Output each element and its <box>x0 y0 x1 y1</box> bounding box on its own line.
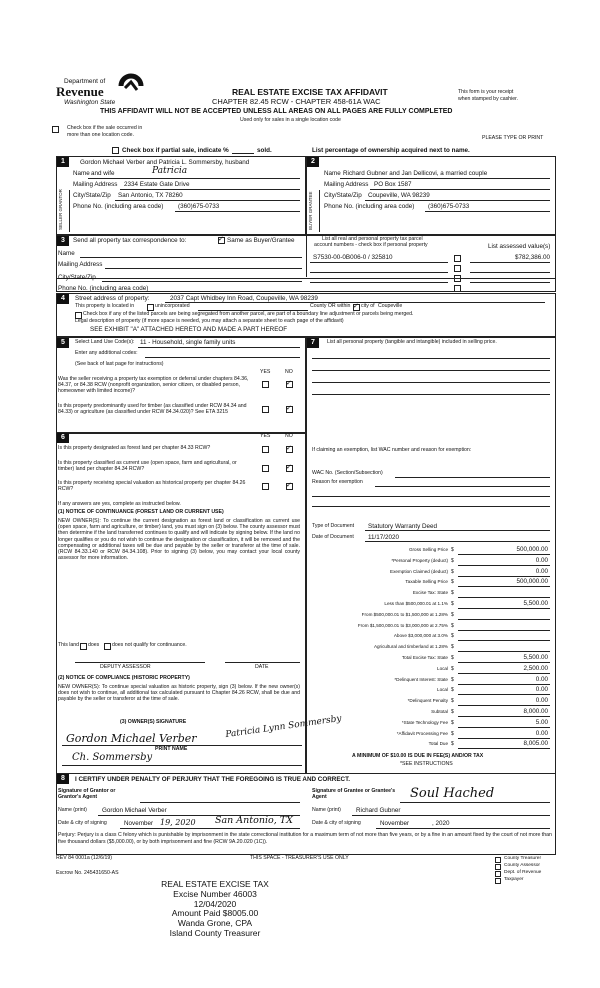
tax-row-value: 0.00 <box>535 675 548 683</box>
s6-q3-yes[interactable] <box>262 483 269 490</box>
tax-row-line <box>458 586 550 587</box>
s6-if-yes: If any answers are yes, complete as instructed below. <box>58 501 181 507</box>
partial-sale-checkbox[interactable] <box>112 147 119 154</box>
personal-prop-checkbox-3[interactable] <box>454 275 461 282</box>
reason-line-3 <box>312 506 550 507</box>
exhibit-text: SEE EXHIBIT "A" ATTACHED HERETO AND MADE A PART HEREOF <box>90 326 288 333</box>
s3-phone-line <box>160 291 302 292</box>
pct-ownership-label: List percentage of ownership acquired next to name. <box>312 147 470 154</box>
print-name-label: PRINT NAME <box>155 746 188 752</box>
personal-prop-checkbox-1[interactable] <box>454 255 461 262</box>
tax-row <box>306 546 554 556</box>
exemption-label: If claiming an exemption, list WAC number and reason for exemption: <box>312 447 472 453</box>
city-of-check: ✓ <box>353 302 359 310</box>
copy-item <box>495 863 555 870</box>
s5-q1: Was the seller receiving a property tax exemption or deferral under chapters 84.36, 84.37, or 84.38 RCW (nonprofit organization, senior citizen, or disabled person, homeowner with limited income)? <box>58 376 249 394</box>
personal-prop-checkbox-2[interactable] <box>454 265 461 272</box>
tax-row <box>306 740 554 750</box>
dept-line2: Revenue <box>56 84 104 99</box>
owner-sig-label: (3) OWNER(S) SIGNATURE <box>120 719 187 725</box>
street-label: Street address of property: <box>75 295 150 302</box>
notice2-body: NEW OWNER(S): To continue special valuation as historic property, sign (3) below. If the new owner(s) does not wish to continue, all additional tax calculated pursuant to Chapter 84.26 RCW, shall be due and payable by the seller or transferor at the time of sale. <box>58 684 300 703</box>
segregated-label: Check box if any of the listed parcels are being segregated from another parcel, are part of a boundary line adjustment or parcels being merged. <box>83 311 414 317</box>
tax-row <box>306 665 554 675</box>
section-7-badge: 7 <box>307 338 319 348</box>
date-city-label-grantee: Date & city of signing <box>312 820 361 826</box>
buyer-city-label: City/State/Zip <box>324 192 362 199</box>
buyer-mailing-value: PO Box 1587 <box>374 181 412 188</box>
city-of-label: city of <box>361 303 375 309</box>
doc-date-label: Date of Document <box>312 534 354 540</box>
s3-name-label: Name <box>58 250 75 257</box>
parcel-line-2 <box>310 272 448 273</box>
tax-row-line <box>458 738 550 739</box>
tax-row-line <box>458 727 550 728</box>
form-title: REAL ESTATE EXCISE TAX AFFIDAVIT <box>232 87 388 97</box>
buyer-side-label: BUYER GRANTEE <box>308 191 313 230</box>
tax-row-value: 0.00 <box>535 686 548 694</box>
buyer-city-line <box>365 200 550 201</box>
grantee-print-line <box>352 815 550 816</box>
tax-row-line <box>458 651 550 652</box>
treasurer-stamp <box>140 880 290 939</box>
city-of-value: Coupeville <box>378 303 403 309</box>
land-does-label: This land <box>58 642 80 648</box>
stamp-line-2: Excise Number 46003 <box>173 888 257 899</box>
tax-row <box>306 600 554 610</box>
land-use-line <box>138 347 300 348</box>
section-4-badge: 4 <box>57 294 69 304</box>
buyer-city-value: Coupeville, WA 98239 <box>368 192 430 199</box>
parcel-line-3 <box>310 282 448 283</box>
grantor-sign-month: November <box>124 820 154 827</box>
s3-divider <box>306 236 307 277</box>
section-6-badge: 6 <box>57 433 69 443</box>
grantee-date-line <box>376 828 550 829</box>
tax-row-line <box>458 576 550 577</box>
grantee-signature: Soul Hached <box>410 786 495 801</box>
land-use-value: 11 - Household, single family units <box>140 339 236 346</box>
doc-type-value: Statutory Warranty Deed <box>368 523 438 530</box>
tax-row <box>306 643 554 653</box>
seller-name-label: Name <box>73 170 90 177</box>
buyer-phone-label: Phone No. (including area code) <box>324 203 415 210</box>
copy-checkbox[interactable] <box>495 878 501 884</box>
stamp-line-5: Wanda Grone, CPA <box>177 918 253 929</box>
tax-row-label: *Affidavit Processing Fee <box>396 730 448 736</box>
additional-codes-label: Enter any additional codes: <box>75 350 138 356</box>
reason-line <box>375 486 550 487</box>
tax-row-line <box>458 694 550 695</box>
treasurer-use: THIS SPACE - TREASURER'S USE ONLY <box>250 855 349 861</box>
section-1-badge: 1 <box>57 157 69 167</box>
tax-row-dollar: $ <box>451 665 454 672</box>
tax-row-value: 0.00 <box>535 556 548 564</box>
tax-row-label: Local <box>437 665 448 671</box>
s3-city-label: City/State/Zip <box>58 274 96 281</box>
tax-row <box>306 632 554 642</box>
tax-row-dollar: $ <box>451 547 454 553</box>
s5-q1-no-check: ✓ <box>286 379 292 387</box>
same-as-buyer-check: ✓ <box>218 235 224 243</box>
grantor-sign-day: 19, 2020 <box>160 818 196 827</box>
copy-item <box>495 877 555 884</box>
unincorporated-label: unincorporated <box>155 303 190 309</box>
deputy-date-label: DATE <box>255 664 269 670</box>
tax-row-value: 500,000.00 <box>516 546 548 553</box>
tax-row-value: 0.00 <box>535 567 548 575</box>
sig-grantee-label: Signature of Grantee or Grantee's Agent <box>312 788 396 800</box>
s6-q3-no-check: ✓ <box>286 481 292 489</box>
copy-item <box>495 870 555 877</box>
certify-text: I CERTIFY UNDER PENALTY OF PERJURY THAT THE FOREGOING IS TRUE AND CORRECT. <box>75 776 350 783</box>
print-signature: Ch. Sommersby <box>72 752 153 763</box>
seller-mailing-line <box>120 189 300 190</box>
tax-row-dollar: $ <box>451 568 454 575</box>
seller-phone-label: Phone No. (including area code) <box>73 203 164 210</box>
buyer-phone-line <box>425 211 550 212</box>
tax-row-label: Local <box>437 687 448 693</box>
tax-row-label: Total Due <box>428 741 448 747</box>
tax-row-dollar: $ <box>451 698 454 705</box>
tax-row <box>306 578 554 588</box>
grantor-date-line <box>120 828 300 829</box>
print-name-line <box>62 765 302 766</box>
tax-row-dollar: $ <box>451 730 454 737</box>
dor-logo <box>56 72 152 110</box>
assessed-line-2 <box>470 272 550 273</box>
assessed-line-1 <box>470 262 550 263</box>
doc-type-line <box>365 530 550 531</box>
deputy-date-line <box>225 662 300 663</box>
tax-row-label: From $1,500,000.01 to $3,000,000 at 2.75% <box>357 622 448 628</box>
parcel-head-2: account numbers - check box if personal property <box>314 242 428 248</box>
tax-row <box>306 697 554 707</box>
street-value: 2037 Capt Whidbey Inn Road, Coupeville, WA 98239 <box>170 295 318 302</box>
assessed-line-3 <box>470 282 550 283</box>
does-label: does <box>88 642 100 648</box>
pp-line-2 <box>312 370 550 371</box>
stamp-line-1: REAL ESTATE EXCISE TAX <box>161 879 269 889</box>
multi-location-label-1: Check box if the sale occurred in <box>67 125 143 131</box>
tax-row <box>306 730 554 740</box>
s6-q2: Is this property classified as current use (open space, farm and agricultural, or timber) land per chapter 84.34 RCW? <box>58 460 237 472</box>
tax-row <box>306 719 554 729</box>
tax-row-dollar: $ <box>451 741 454 748</box>
seller-name-value-2: and wife <box>91 170 115 177</box>
s6-q1: Is this property designated as forest land per chapter 84.33 RCW? <box>58 445 211 451</box>
seller-side-label: SELLER GRANTOR <box>58 189 63 230</box>
name-print-label-grantee: Name (print) <box>312 807 341 813</box>
parcel-value: S7530-00-0B006-0 / 325810 <box>313 254 393 261</box>
tax-row-value: 5.00 <box>535 718 548 726</box>
tax-row-dollar: $ <box>451 719 454 726</box>
parcel-head-1: List all real and personal property tax parcel <box>322 236 423 242</box>
tax-row <box>306 622 554 632</box>
county-or-label: County OR within <box>310 303 351 309</box>
sig-grantee-line <box>400 802 550 803</box>
s6-q2-yes[interactable] <box>262 465 269 472</box>
tax-row-line <box>458 748 550 749</box>
sold-label: sold. <box>257 147 272 154</box>
tax-row-value: 8,000.00 <box>523 708 548 715</box>
receipt-note-1: This form is your receipt <box>458 89 514 95</box>
tax-row-line <box>458 565 550 566</box>
tax-row-value: 0.00 <box>535 697 548 705</box>
parcel-line-1 <box>310 262 448 263</box>
section-2-badge: 2 <box>307 157 319 167</box>
sig-grantor-line <box>140 802 300 803</box>
form-warning: THIS AFFIDAVIT WILL NOT BE ACCEPTED UNLESS ALL AREAS ON ALL PAGES ARE FULLY COMPLETED <box>100 108 453 115</box>
escrow-number: Escrow No. 245431650-AS <box>56 870 119 876</box>
seller-name-line <box>88 178 300 179</box>
reason-label: Reason for exemption <box>312 479 363 485</box>
s6-q1-no-check: ✓ <box>286 444 292 452</box>
tax-row-dollar: $ <box>451 709 454 715</box>
grantor-print-name: Gordon Michael Verber <box>102 807 167 814</box>
name-print-label-grantor: Name (print) <box>58 807 87 813</box>
seller-phone-line <box>175 211 300 212</box>
tax-row-label: From $500,000.01 to $1,500,000 at 1.28% <box>361 611 448 617</box>
seller-mailing-label: Mailing Address <box>73 181 118 188</box>
doc-type-label: Type of Document <box>312 523 355 529</box>
send-correspondence-label: Send all property tax correspondence to: <box>73 237 187 244</box>
tax-row-label: *Delinquent Interest: State <box>394 676 448 682</box>
receipt-note-2: when stamped by cashier. <box>458 96 518 102</box>
s6-yes-head: YES <box>260 433 271 439</box>
owner-signature-2: Patricia Lynn Sommersby <box>224 713 343 741</box>
tax-row-dollar: $ <box>451 655 454 661</box>
tax-row-line <box>458 705 550 706</box>
land-use-label: Select Land Use Code(s): <box>75 339 135 345</box>
notice1-title: (1) NOTICE OF CONTINUANCE (FOREST LAND OR CURRENT USE) <box>58 509 224 515</box>
seller-city-value: San Antonio, TX 78260 <box>118 192 183 199</box>
tax-row-value: 2,500.00 <box>523 664 548 672</box>
tax-row-label: Gross Selling Price <box>408 547 448 552</box>
s3-name-line <box>80 257 302 258</box>
s5-q2-no-check: ✓ <box>286 404 292 412</box>
s3-city-line <box>102 281 302 282</box>
copy-label: County Assessor <box>504 863 540 868</box>
dept-line1: Department of <box>64 78 106 85</box>
stamp-line-6: Island County Treasurer <box>169 927 261 938</box>
notice1-body: NEW OWNER(S): To continue the current designation as forest land or classification as current use (open space, farm and agriculture, or timber) land, you must sign on (3) below. The county assessor must then determine if the land transferred continues to qualify and will indicate by signing below. If the land no longer qualifies or you do not wish to continue the designation or classification, it will be removed and the compensating or additional taxes will be due and payable by the seller or transferor at the time of sale. (RCW 84.33.140 or RCW 84.34.108). Prior to signing (3) below, you may contact your local county assessor for more information. <box>58 518 300 562</box>
section-3-badge: 3 <box>57 236 69 246</box>
form-chapter: CHAPTER 82.45 RCW - CHAPTER 458-61A WAC <box>212 97 381 106</box>
minimum-note: A MINIMUM OF $10.00 IS DUE IN FEE(S) AND/OR TAX <box>352 753 484 759</box>
form-revision: REV 84 0001a (12/6/19) <box>56 855 112 861</box>
tax-row-label: *Personal Property (deduct) <box>391 557 448 563</box>
deputy-line <box>75 662 205 663</box>
s3-mailing-line <box>105 268 302 269</box>
tax-row <box>306 654 554 664</box>
tax-row-dollar: $ <box>451 676 454 683</box>
copy-item <box>495 856 555 863</box>
date-city-label-grantor: Date & city of signing <box>58 820 107 826</box>
tax-row-label: Excise Tax: State <box>412 590 448 596</box>
tax-row-dollar: $ <box>451 622 454 629</box>
tax-row-line <box>458 684 550 685</box>
tax-row-line <box>458 554 550 555</box>
tax-row <box>306 676 554 686</box>
tax-row-line <box>458 673 550 674</box>
tax-row-dollar: $ <box>451 590 454 597</box>
tax-row-value: 8,005.00 <box>523 740 548 748</box>
sig-grantor-label: Signature of Grantor or Grantor's Agent <box>58 788 116 800</box>
tax-row-label: Total Excise Tax: State <box>401 655 448 660</box>
tax-row <box>306 589 554 599</box>
tax-row-line <box>458 640 550 641</box>
tax-row-label: Taxable Selling Price <box>405 579 448 585</box>
doc-date-line <box>365 541 550 542</box>
buyer-mailing-line <box>370 189 550 190</box>
dor-logo-icon <box>117 72 147 100</box>
tax-row-dollar: $ <box>451 633 454 640</box>
tax-row-dollar: $ <box>451 579 454 586</box>
please-type: PLEASE TYPE OR PRINT <box>482 135 544 141</box>
section-8-badge: 8 <box>57 774 69 784</box>
tax-row-dollar: $ <box>451 611 454 618</box>
tax-row <box>306 557 554 567</box>
single-location-note: Used only for sales in a single location code <box>240 117 341 123</box>
copy-label: County Treasurer <box>504 856 542 861</box>
personal-prop-checkbox-4[interactable] <box>454 285 461 292</box>
copy-label: Dept. of Revenue <box>504 870 542 875</box>
notice2-title: (2) NOTICE OF COMPLIANCE (HISTORIC PROPERTY) <box>58 675 190 681</box>
tax-row-label: Less than $500,000.01 at 1.1% <box>384 601 448 606</box>
same-as-buyer-label: Same as Buyer/Grantee <box>227 237 295 244</box>
seller-mailing-value: 2334 Estate Gate Drive <box>124 181 190 188</box>
doc-date-value: 11/17/2020 <box>368 534 400 541</box>
s5-no-head: NO <box>285 369 293 375</box>
s6-q3: Is this property receiving special valuation as historical property per chapter 84.26 RCW? <box>58 480 246 492</box>
see-back-label: (See back of last page for instructions) <box>75 361 164 367</box>
unincorporated-checkbox[interactable] <box>147 304 154 311</box>
dept-line3: Washington State <box>64 99 116 106</box>
grantee-print-name: Richard Gubner <box>356 807 401 814</box>
copy-label: Taxpayer <box>504 877 524 882</box>
grantor-sign-city: San Antonio, TX <box>215 815 293 826</box>
tax-row-label: *Delinquent Penalty <box>407 698 448 704</box>
stamp-line-4: Amount Paid $8005.00 <box>171 908 259 919</box>
located-in-label: This property is located in <box>75 303 135 309</box>
tax-row-dollar: $ <box>451 601 454 607</box>
buyer-name-value: Richard Gubner and Jan Dellicovi, a married couple <box>343 170 488 177</box>
tax-row-line <box>458 619 550 620</box>
tax-row-label: *State Technology Fee <box>401 719 448 725</box>
section-5-badge: 5 <box>57 338 69 348</box>
tax-row-line <box>458 608 550 609</box>
deputy-assessor-label: DEPUTY ASSESSOR <box>100 664 151 670</box>
tax-row <box>306 708 554 718</box>
reason-line-2 <box>312 496 550 497</box>
land-does-not-checkbox[interactable] <box>104 643 111 650</box>
s3-phone-label: Phone No. (including area code) <box>58 285 149 292</box>
additional-codes-line <box>145 357 300 358</box>
tax-row-label: Agricultural and timberland at 1.28% <box>373 644 448 650</box>
multi-location-checkbox[interactable] <box>52 126 59 133</box>
pp-line-1 <box>312 358 550 359</box>
tax-row-line <box>458 716 550 717</box>
legal-desc-label: Legal description of property (if more space is needed, you may attach a separate sheet to each page of the affidavit) <box>75 318 344 324</box>
seller-name-handwritten: Patricia <box>152 166 188 176</box>
s5-q2: Is this property predominantly used for timber (as classified under RCW 84.34 and 84.33) or agriculture (as classified under RCW 84.34.020)? See ETA 3215 <box>58 403 247 415</box>
grantee-sign-year: , 2020 <box>432 820 450 827</box>
partial-sale-pct-line <box>232 153 254 154</box>
tax-row-label: Exemption Claimed (deduct) <box>390 568 448 574</box>
buyer-mailing-label: Mailing Address <box>324 181 369 188</box>
buyer-name-label: Name <box>324 170 341 177</box>
assessed-value: $782,386.00 <box>514 254 550 261</box>
wac-label: WAC No. (Section/Subsection) <box>312 470 383 476</box>
s5-q1-yes[interactable] <box>262 381 269 388</box>
perjury-text: Perjury: Perjury is a class C felony which is punishable by imprisonment in the state correctional institution for a maximum term of not more than five years, or by a fine in an amount fixed by the court of not more than five thousand dollars ($5,000.00), or by both imprisonment and fine (RCW 9A.20.020 (1C)). <box>58 832 552 845</box>
buyer-name-line <box>340 178 550 179</box>
tax-row-dollar: $ <box>451 687 454 694</box>
tax-row-value: 500,000.00 <box>516 578 548 586</box>
land-does-checkbox[interactable] <box>80 643 87 650</box>
personal-prop-label: List all personal property (tangible and intangible) included in selling price. <box>327 339 497 345</box>
s6-no-head: NO <box>285 433 293 439</box>
tax-row-line <box>458 630 550 631</box>
pp-line-4 <box>312 394 550 395</box>
owner-signature-1: Gordon Michael Verber <box>66 732 197 745</box>
pp-line-3 <box>312 382 550 383</box>
stamp-line-3: 12/04/2020 <box>193 898 237 909</box>
tax-row <box>306 611 554 621</box>
tax-row-value: 5,500.00 <box>523 600 548 607</box>
tax-row-dollar: $ <box>451 557 454 564</box>
seller-phone-value: (360)675-0733 <box>178 203 220 210</box>
s5-yes-head: YES <box>260 369 271 375</box>
s6-q2-no-check: ✓ <box>286 463 292 471</box>
seller-name-value: Gordon Michael Verber and Patricia L. Sommersby, husband <box>80 159 250 166</box>
tax-row <box>306 686 554 696</box>
tax-row-value: 0.00 <box>535 729 548 737</box>
s3-mailing-label: Mailing Address <box>58 261 103 268</box>
seller-city-label: City/State/Zip <box>73 192 111 199</box>
seller-city-line <box>115 200 300 201</box>
s5-q2-yes[interactable] <box>262 406 269 413</box>
tax-row-dollar: $ <box>451 644 454 651</box>
s6-q1-yes[interactable] <box>262 446 269 453</box>
tax-row-label: Subtotal <box>431 709 448 714</box>
multi-location-label-2: more than one location code. <box>67 132 134 138</box>
wac-line <box>395 477 550 478</box>
assessed-head: List assessed value(s) <box>488 243 551 250</box>
partial-sale-label: Check box if partial sale, indicate % <box>122 147 229 154</box>
does-not-label: does not qualify for continuance. <box>112 642 187 648</box>
tax-row-label: Above $3,000,000 at 3.0% <box>393 633 448 639</box>
tax-row <box>306 568 554 578</box>
grantee-sign-month: November <box>380 820 410 827</box>
tax-row-line <box>458 597 550 598</box>
buyer-phone-value: (360)675-0733 <box>428 203 470 210</box>
see-instructions: *SEE INSTRUCTIONS <box>400 761 453 767</box>
tax-row-value: 5,500.00 <box>523 654 548 661</box>
tax-row-line <box>458 662 550 663</box>
